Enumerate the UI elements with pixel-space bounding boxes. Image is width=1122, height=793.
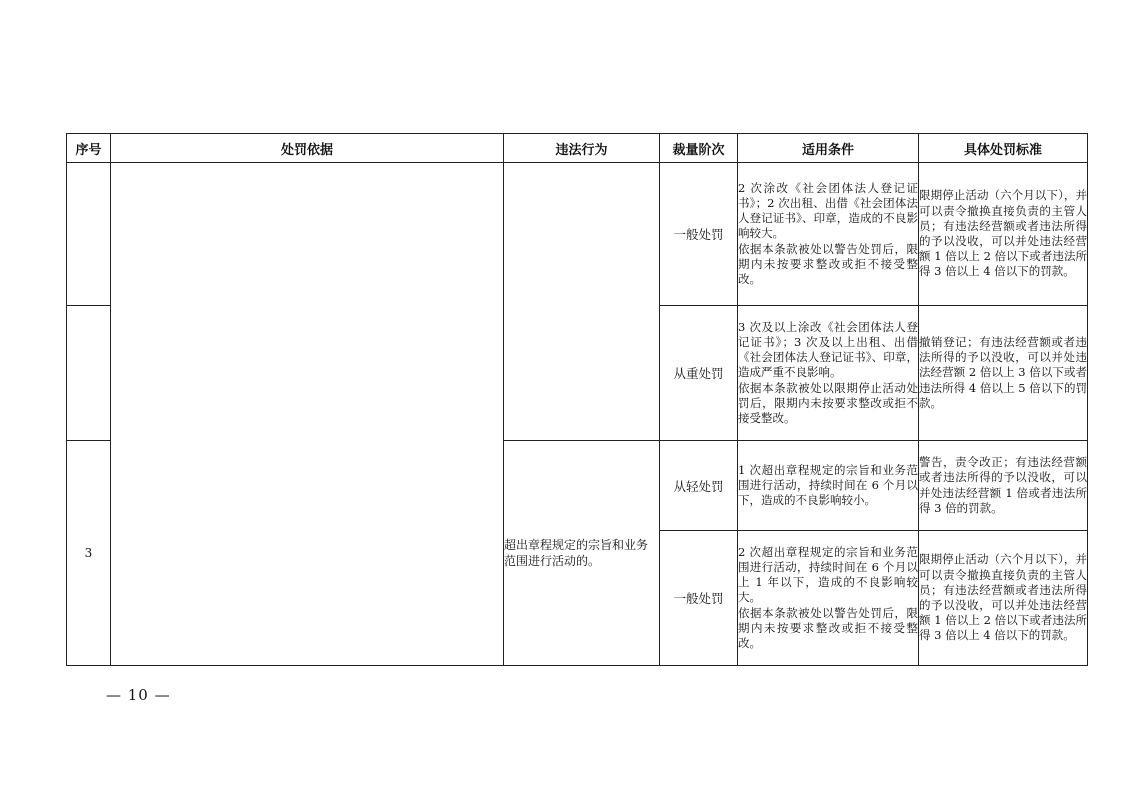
behavior-cell-empty <box>504 163 660 441</box>
standard-cell: 警告，责令改正；有违法经营额或者违法所得的予以没收，可以并处违法经营额 1 倍或者违法所得 3 倍的罚款。 <box>919 441 1088 531</box>
header-seq: 序号 <box>67 134 111 163</box>
header-condition: 适用条件 <box>738 134 919 163</box>
table-header-row <box>67 134 1088 163</box>
page-number: — 10 — <box>106 686 171 704</box>
standard-cell: 限期停止活动（六个月以下），并可以责令撤换直接负责的主管人员；有违法经营额或者违法所得的予以没收，可以并处违法经营额 1 倍以上 2 倍以下或者违法所得 3 倍以上 4 倍以下的罚款。 <box>919 531 1088 666</box>
condition-text: 依据本条款被处以限期停止活动处罚后，限期内未按要求整改或拒不接受整改。 <box>738 380 918 425</box>
condition-text: 2 次涂改《社会团体法人登记证书》；2 次出租、出借《社会团体法人登记证书》、印章，造成的不良影响较大。 <box>738 180 918 241</box>
condition-cell <box>738 163 919 306</box>
seq-cell-empty <box>67 163 111 306</box>
header-level: 裁量阶次 <box>660 134 738 163</box>
condition-text: 1 次超出章程规定的宗旨和业务范围进行活动，持续时间在 6 个月以下，造成的不良影响较小。 <box>738 462 918 508</box>
seq-cell-empty <box>67 306 111 441</box>
header-basis: 处罚依据 <box>111 134 504 163</box>
header-behavior: 违法行为 <box>504 134 660 163</box>
standard-cell: 撤销登记；有违法经营额或者违法所得的予以没收，可以并处违法经营额 2 倍以上 3 倍以下或者违法所得 4 倍以上 5 倍以下的罚款。 <box>919 306 1088 441</box>
level-cell: 一般处罚 <box>660 163 738 306</box>
behavior-cell: 超出章程规定的宗旨和业务范围进行活动的。 <box>504 441 660 666</box>
condition-text: 2 次超出章程规定的宗旨和业务范围进行活动，持续时间在 6 个月以上 1 年以下，造成的不良影响较大。 <box>738 544 918 605</box>
penalty-standards-table <box>66 133 1088 666</box>
level-cell: 从重处罚 <box>660 306 738 441</box>
standard-cell: 限期停止活动（六个月以下），并可以责令撤换直接负责的主管人员；有违法经营额或者违法所得的予以没收，可以并处违法经营额 1 倍以上 2 倍以下或者违法所得 3 倍以上 4 倍以下的罚款。 <box>919 163 1088 306</box>
table-row <box>67 163 1088 306</box>
condition-text: 依据本条款被处以警告处罚后，限期内未按要求整改或拒不接受整改。 <box>738 605 918 650</box>
level-cell: 一般处罚 <box>660 531 738 666</box>
level-cell: 从轻处罚 <box>660 441 738 531</box>
condition-cell <box>738 531 919 666</box>
condition-cell <box>738 441 919 531</box>
seq-cell: 3 <box>67 441 111 666</box>
condition-text: 依据本条款被处以警告处罚后，限期内未按要求整改或拒不接受整改。 <box>738 241 918 286</box>
condition-cell <box>738 306 919 441</box>
basis-cell <box>111 163 504 666</box>
condition-text: 3 次及以上涂改《社会团体法人登记证书》；3 次及以上出租、出借《社会团体法人登记证书》、印章，造成严重不良影响。 <box>738 319 918 380</box>
header-standard: 具体处罚标准 <box>919 134 1088 163</box>
